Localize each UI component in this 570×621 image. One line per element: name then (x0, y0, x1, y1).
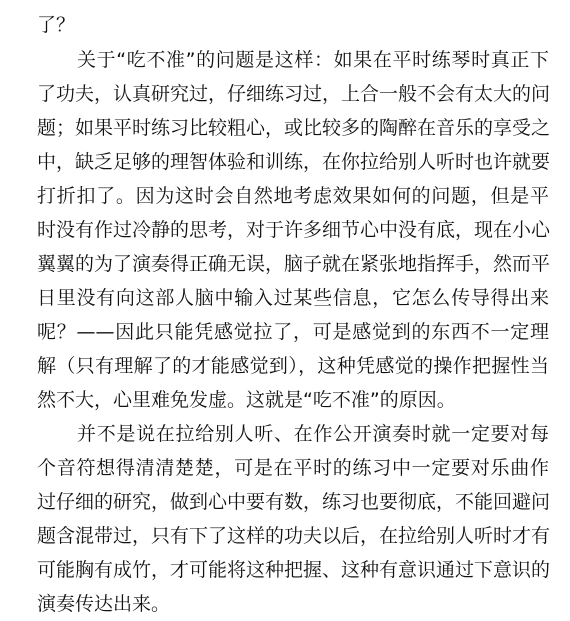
paragraph-line: 并不是说在拉给别人听、在作公开演奏时就一定要对每 (77, 423, 549, 445)
paragraph-line: 然不大，心里难免发虚。这就是“吃不准”的原因。 (37, 389, 456, 411)
paragraph-line: 可能胸有成竹，才可能将这种把握、这种有意识通过下意识的 (37, 559, 551, 581)
paragraph-line: 日里没有向这部人脑中输入过某些信息，它怎么传导得出来 (37, 287, 549, 309)
paragraph-line: 翼翼的为了演奏得正确无误，脑子就在紧张地指挥手，然而平 (37, 253, 551, 275)
paragraph-line: 中，缺乏足够的理智体验和训练，在你拉给别人听时也许就要 (37, 151, 551, 173)
paragraph-line: 题；如果平时练习比较粗心，或比较多的陶醉在音乐的享受之 (37, 117, 551, 139)
text-line: 了？ (37, 14, 76, 36)
paragraph-line: 了功夫，认真研究过，仔细练习过，上合一般不会有太大的问 (37, 83, 551, 105)
paragraph-line: 解（只有理解了的才能感觉到），这种凭感觉的操作把握性当 (37, 355, 549, 377)
paragraph-line: 演奏传达出来。 (37, 593, 171, 615)
paragraph-line: 过仔细的研究，做到心中要有数，练习也要彻底，不能回避问 (37, 491, 551, 513)
paragraph-line: 时没有作过冷静的思考，对于许多细节心中没有底，现在小心 (37, 219, 551, 241)
paragraph-line: 个音符想得清清楚楚，可是在平时的练习中一定要对乐曲作 (37, 457, 549, 479)
paragraph-line: 呢？——因此只能凭感觉拉了，可是感觉到的东西不一定理 (37, 321, 549, 343)
paragraph-line: 题含混带过，只有下了这样的功夫以后，在拉给别人听时才有 (37, 525, 551, 547)
paragraph-line: 关于“吃不准”的问题是这样：如果在平时练琴时真正下 (77, 49, 549, 71)
paragraph-line: 打折扣了。因为这时会自然地考虑效果如何的问题，但是平 (37, 185, 549, 207)
